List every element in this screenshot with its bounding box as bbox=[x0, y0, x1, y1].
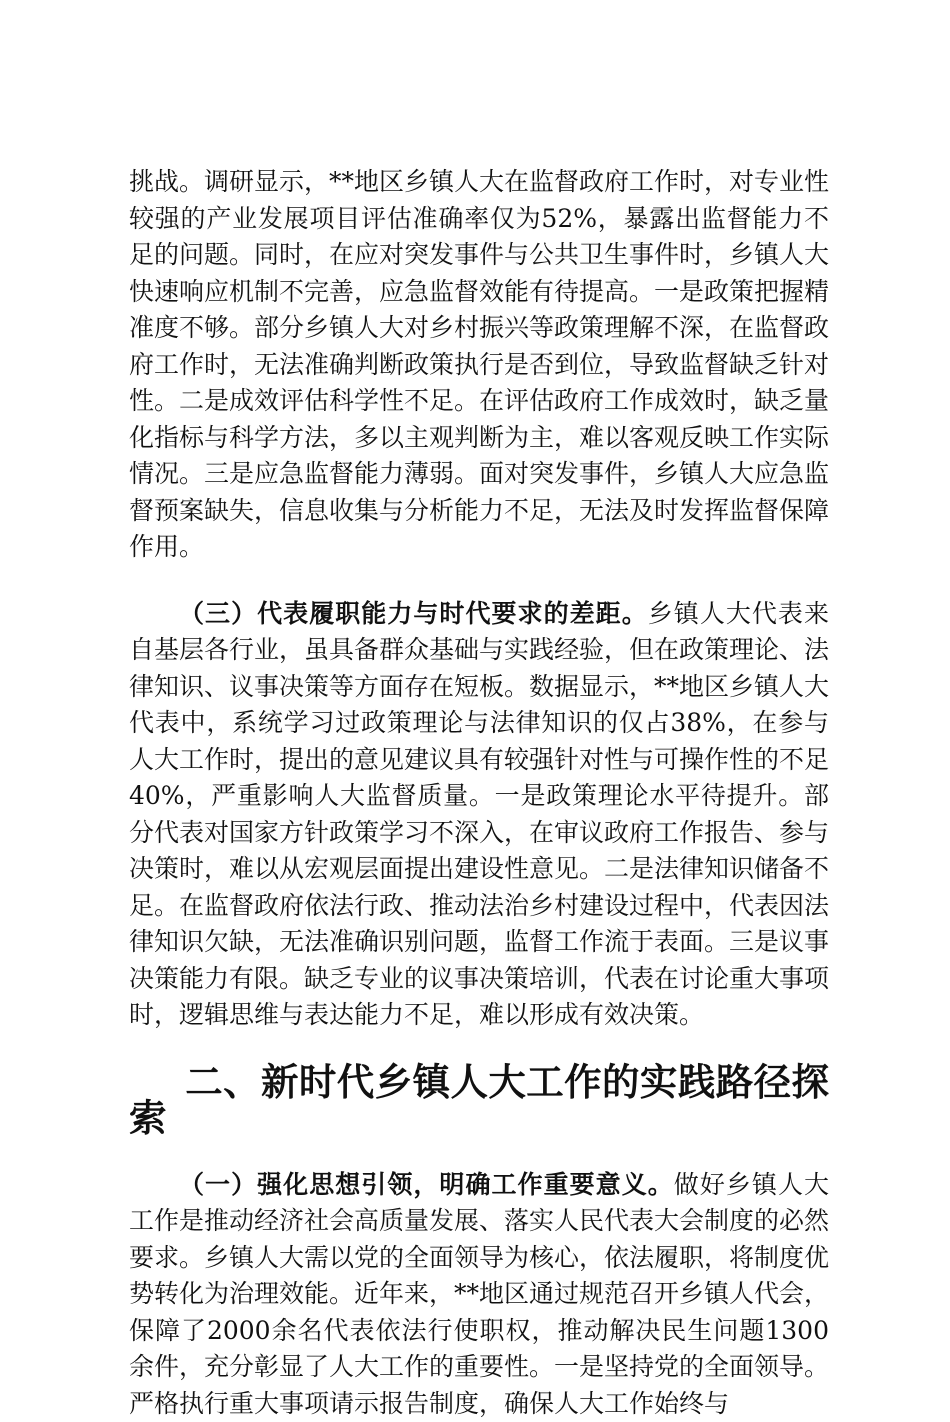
paragraph-text: 做好乡镇人大工作是推动经济社会高质量发展、落实人民代表大会制度的必然要求。乡镇人大需以党的全面领导为核心，依法履职，将制度优势转化为治理效能。近年来，**地区通过规范召开乡镇人代会，保障了2000余名代表依法行使职权，推动解决民生问题1300余件，充分彰显了人大工作的重要性。一是坚持党的全面领导。严格执行重大事项请示报告制度，确保人大工作始终与 bbox=[129, 1170, 829, 1418]
paragraph-lead-title: （三）代表履职能力与时代要求的差距。 bbox=[179, 599, 648, 628]
paragraph-deputy-capability bbox=[129, 596, 829, 1034]
document-page bbox=[129, 164, 829, 1422]
paragraph-supervision-challenges bbox=[129, 164, 829, 566]
paragraph-text: 乡镇人大代表来自基层各行业，虽具备群众基础与实践经验，但在政策理论、法律知识、议事决策等方面存在短板。数据显示，**地区乡镇人大代表中，系统学习过政策理论与法律知识的仅占38%，在参与人大工作时，提出的意见建议具有较强针对性与可操作性的不足40%，严重影响人大监督质量。一是政策理论水平待提升。部分代表对国家方针政策学习不深入，在审议政府工作报告、参与决策时，难以从宏观层面提出建设性意见。二是法律知识储备不足。在监督政府依法行政、推动法治乡村建设过程中，代表因法律知识欠缺，无法准确识别问题，监督工作流于表面。三是议事决策能力有限。缺乏专业的议事决策培训，代表在讨论重大事项时，逻辑思维与表达能力不足，难以形成有效决策。 bbox=[129, 599, 829, 1030]
paragraph-lead-title: （一）强化思想引领，明确工作重要意义。 bbox=[179, 1170, 674, 1199]
paragraph-ideological-guidance bbox=[129, 1167, 829, 1422]
paragraph-text: 挑战。调研显示，**地区乡镇人大在监督政府工作时，对专业性较强的产业发展项目评估准确率仅为52%，暴露出监督能力不足的问题。同时，在应对突发事件与公共卫生事件时，乡镇人大快速响应机制不完善，应急监督效能有待提高。一是政策把握精准度不够。部分乡镇人大对乡村振兴等政策理解不深，在监督政府工作时，无法准确判断政策执行是否到位，导致监督缺乏针对性。二是成效评估科学性不足。在评估政府工作成效时，缺乏量化指标与科学方法，多以主观判断为主，难以客观反映工作实际情况。三是应急监督能力薄弱。面对突发事件，乡镇人大应急监督预案缺失，信息收集与分析能力不足，无法及时发挥监督保障作用。 bbox=[129, 167, 829, 561]
section-heading: 二、新时代乡镇人大工作的实践路径探索 bbox=[129, 1064, 829, 1137]
